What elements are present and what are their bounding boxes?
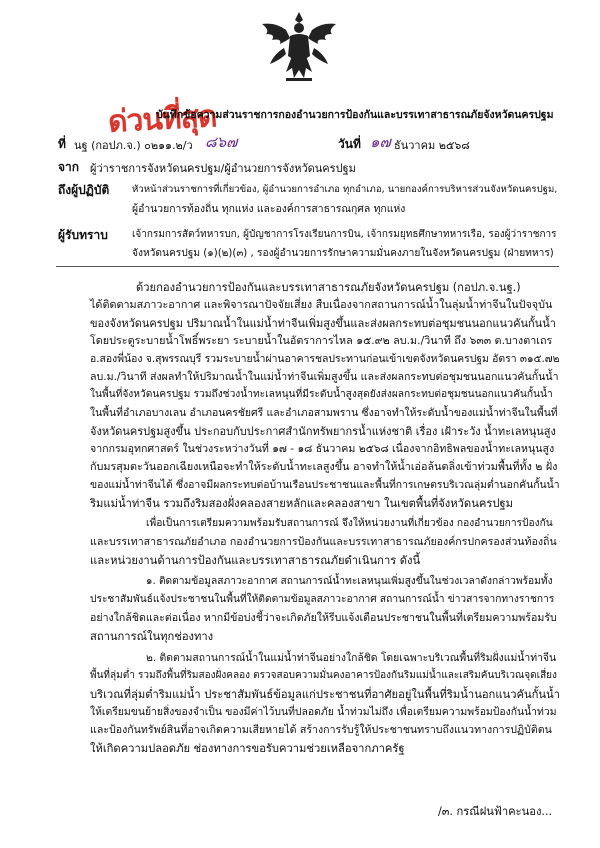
body-line: ริมแม่น้ำท่าจีน รวมถึงริมสองฝั่งคลองสายหลักและคลองสาขา ในเขตพื้นที่จังหวัดนครปฐม — [90, 497, 513, 510]
to-line: หัวหน้าส่วนราชการที่เกี่ยวข้อง, ผู้อำนวยการอำเภอ ทุกอำเภอ, นายกองค์การบริหารส่วนจังหวัดนครปฐม, — [132, 184, 558, 195]
from-value: ผู้ว่าราชการจังหวัดนครปฐม/ผู้อำนวยการจังหวัดนครปฐม — [90, 162, 356, 175]
header-divider — [56, 266, 559, 267]
body-line: จากกรมอุทกศาสตร์ ในช่วงระหว่างวันที่ ๑๗ - ๑๘ ธันวาคม ๒๕๖๘ เนื่องจากอิทธิพลของน้ำทะเลหนุนสูง — [90, 443, 555, 455]
date-day-handwritten: ๑๗ — [370, 133, 391, 151]
body-line: ลบ.ม./วินาที ส่งผลทำให้ปริมาณน้ำในแม่น้ำท่าจีนเพิ่มสูงขึ้น และส่งผลกระทบต่อชุมชนนอกแนวคันกั้นน้ำ — [90, 371, 559, 383]
cc-label: ผู้รับทราบ — [58, 228, 108, 242]
body-line: ให้เตรียมขนย้ายสิ่งของจำเป็น ของมีค่าไว้บนที่ปลอดภัย น้ำท่วมไม่ถึง เพื่อเตรียมความพร้อมป้องกันน้ำท่วม — [90, 706, 557, 718]
memo-title: บันทึกข้อความส่วนราชการกองอำนวยการป้องกันและบรรเทาสาธารณภัยจังหวัดนครปฐม — [156, 109, 554, 121]
body-line: ของจังหวัดนครปฐม ปริมาณน้ำในแม่น้ำท่าจีนเพิ่มสูงขึ้นและส่งผลกระทบต่อชุมชนนอกแนวคันกั้นน้ำ — [90, 317, 556, 330]
body-line: ได้ติดตามสภาวะอากาศ และพิจารณาปัจจัยเสี่ยง สืบเนื่องจากสถานการณ์น้ำในลุ่มน้ำท่าจีนในปัจจุบัน — [90, 298, 553, 311]
body-line: เพื่อเป็นการเตรียมความพร้อมรับสถานการณ์ จึงให้หน่วยงานที่เกี่ยวข้อง กองอำนวยการป้องกัน — [146, 518, 553, 529]
body-line: อย่างใกล้ชิดและต่อเนื่อง หากมีข้อบ่งชี้ว่าจะเกิดภัยให้รีบแจ้งเตือนประชาชนในพื้นที่เตรียมความพร้อมรับ — [90, 612, 557, 624]
body-line: และบรรเทาสาธารณภัยอำเภอ กองอำนวยการป้องกันและบรรเทาสาธารณภัยองค์กรปกครองส่วนท้องถิ่น — [90, 536, 557, 548]
continuation-note: /๓. กรณีฝนฟ้าคะนอง... — [438, 805, 553, 818]
body-line: และหน่วยงานด้านการป้องกันและบรรเทาสาธารณภัยดำเนินการ ดังนี้ — [90, 554, 421, 567]
cc-line: เจ้ากรมการสัตว์ทหารบก, ผู้บัญชาการโรงเรียนการบิน, เจ้ากรมยุทธศึกษาทหารเรือ, รองผู้ว่าราชการ — [132, 229, 557, 240]
body-line: ของแม่น้ำท่าจีนได้ ซึ่งอาจมีผลกระทบต่อบ้านเรือนประชาชนและพื้นที่การเกษตรบริเวณลุ่มต่ำนอกคันกั้นน้ำ — [90, 479, 560, 491]
cc-line: จังหวัดนครปฐม (๑)(๒)(๓) , รองผู้อำนวยการรักษาความมั่นคงภายในจังหวัดนครปฐม (ฝ่ายทหาร) — [132, 248, 554, 259]
body-line: โดยประตูระบายน้ำโพธิ์พระยา ระบายน้ำในอัตราการไหล ๑๕.๙๒ ลบ.ม./วินาที ถึง ๖๓๓ ต.บางตาเถร — [90, 334, 553, 347]
body-line: ๒. ติดตามสถานการณ์น้ำในแม่น้ำท่าจีนอย่างใกล้ชิด โดยเฉพาะบริเวณพื้นที่ริมฝั่งแม่น้ำท่าจีน — [146, 652, 557, 664]
garuda-emblem-icon — [256, 8, 342, 88]
body-line: ในพื้นที่อำเภอบางเลน อำเภอนครชัยศรี และอำเภอสามพราน ซึ่งอาจทำให้ระดับน้ำของแม่น้ำท่าจีนในพื้นที่ — [90, 407, 558, 419]
body-line: ๑. ติดตามข้อมูลสภาวะอากาศ สถานการณ์น้ำทะเลหนุนเพิ่มสูงขึ้นในช่วงเวลาดังกล่าวพร้อมทั้ง — [146, 576, 553, 587]
body-line: ประชาสัมพันธ์แจ้งประชาชนในพื้นที่ให้ติดตามข้อมูลสภาวะอากาศ สถานการณ์น้ำ ข่าวสารจากทางราชการ — [90, 594, 555, 605]
to-label: ถึงผู้ปฏิบัติ — [58, 183, 110, 197]
body-line: กับมรสุมตะวันออกเฉียงเหนือจะทำให้ระดับน้ำทะเลสูงขึ้น อาจทำให้น้ำเอ่อล้นตลิ่งเข้าท่วมพื้นที่ทั้ง ๒ ฝั่ง — [90, 460, 558, 473]
body-line: สถานการณ์ในทุกช่องทาง — [90, 630, 214, 643]
body-line: ในพื้นที่จังหวัดนครปฐม รวมถึงช่วงน้ำทะเลหนุนที่มีระดับน้ำสูงสุดยังส่งผลกระทบต่อชุมชนนอกแนวคันกั้นน้ำ — [90, 389, 553, 400]
date-rest: ธันวาคม ๒๕๖๘ — [394, 139, 470, 152]
date-label: วันที่ — [338, 137, 361, 151]
ref-value: นฐ (กอปภ.จ.) ๐๒๑๑.๒/ว — [74, 139, 193, 152]
urgent-stamp: ด่วนที่สุด — [107, 99, 218, 140]
body-line: ให้เกิดความปลอดภัย ช่องทางการขอรับความช่วยเหลือจากภาครัฐ — [90, 742, 405, 755]
to-line: ผู้อำนวยการท้องถิ่น ทุกแห่ง และองค์การสาธารณกุศล ทุกแห่ง — [132, 203, 406, 215]
body-line: บริเวณที่ลุ่มต่ำริมแม่น้ำ ประชาสัมพันธ์ข้อมูลแก่ประชาชนที่อาศัยอยู่ในพื้นที่ริมน้ำนอกแนวคันกั้นน้ำ — [90, 688, 560, 701]
from-label: จาก — [58, 160, 80, 174]
body-line: ด้วยกองอำนวยการป้องกันและบรรเทาสาธารณภัยจังหวัดนครปฐม (กอปภ.จ.นฐ.) — [136, 281, 521, 294]
ref-number-handwritten: ๘๖๗ — [205, 133, 238, 151]
body-line: และป้องกันทรัพย์สินที่อาจเกิดความเสียหายได้ สร้างการรับรู้ให้ประชาชนทราบถึงแนวทางการปฏิบัติตน — [90, 724, 552, 736]
ref-label: ที่ — [58, 137, 66, 151]
body-line: อ.สองพี่น้อง จ.สุพรรณบุรี รวมระบายน้ำผ่านอาคารชลประทานก่อนเข้าเขตจังหวัดนครปฐม อัตรา ๓๑๕.๗๒ — [90, 353, 560, 365]
body-line: จังหวัดนครปฐมสูงขึ้น ประกอบกับประกาศสำนักทรัพยากรน้ำแห่งชาติ เรื่อง เฝ้าระวัง น้ำทะเลหนุนสูง — [90, 425, 556, 438]
body-line: พื้นที่ลุ่มต่ำ รวมถึงพื้นที่ริมสองฝั่งคลอง ตรวจสอบความมั่นคงอาคารป้องกันริมแม่น้ำและเสริมคันบริเวณจุดเสี่ยง — [90, 670, 557, 681]
